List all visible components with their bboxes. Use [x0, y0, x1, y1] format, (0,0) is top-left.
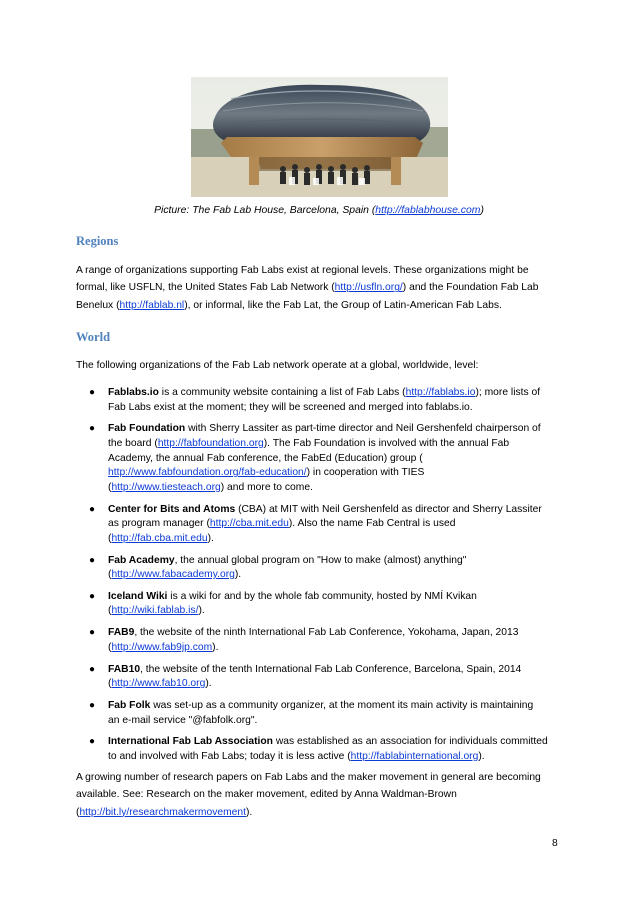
cba-mit-link[interactable]: http://cba.mit.edu: [209, 518, 289, 530]
caption-prefix: Picture: The Fab Lab House, Barcelona, Spain (: [154, 205, 376, 216]
item-text: ).: [207, 532, 214, 544]
item-text: to and involved with Fab Labs; today it is less active (: [108, 750, 351, 762]
research-maker-link[interactable]: http://bit.ly/researchmakermovement: [79, 806, 246, 818]
closing-line-3: [76, 804, 566, 821]
bullet-icon: ●: [89, 423, 96, 435]
item-title: Fab Foundation: [108, 423, 186, 435]
list-item: [76, 735, 570, 764]
bullet-icon: ●: [89, 627, 96, 639]
list-item: [76, 386, 570, 415]
regions-line-3: [76, 297, 566, 314]
item-text: Academy, the annual Fab conference, the FabEd (Education) group (: [108, 452, 423, 464]
list-item: [76, 626, 570, 655]
item-text: (: [108, 569, 112, 581]
wiki-fablab-link[interactable]: http://wiki.fablab.is/: [111, 605, 199, 617]
item-text: , the annual global program on "How to make (almost) anything": [174, 554, 467, 566]
item-text: , the website of the tenth International Fab Lab Conference, Barcelona, Spain, 2014: [140, 663, 522, 675]
regions-line-3-tail: ), or informal, like the Fab Lat, the Group of Latin-American Fab Labs.: [184, 299, 502, 311]
item-text: with Sherry Lassiter as part-time director and Neil Gershenfeld chairperson of: [185, 423, 541, 435]
item-text: ). Also the name Fab Central is used: [288, 518, 456, 530]
bullet-icon: ●: [89, 503, 96, 515]
item-title: Center for Bits and Atoms: [108, 503, 236, 515]
photo-caption: [0, 205, 638, 216]
caption-suffix: ): [480, 205, 484, 216]
item-text: (: [108, 481, 112, 493]
list-item: [76, 503, 570, 547]
closing-line-2: available. See: Research on the maker movement, edited by Anna Waldman-Brown: [76, 789, 457, 801]
closing-text: ).: [245, 806, 253, 818]
world-intro: The following organizations of the Fab Lab network operate at a global, worldwide, level:: [76, 360, 479, 371]
item-text: an e-mail service "@fabfolk.org".: [108, 714, 258, 726]
item-text: was set-up as a community organizer, at the moment its main activity is maintaining: [150, 700, 534, 711]
regions-paragraph: [76, 262, 566, 314]
fablab-nl-link[interactable]: http://fablab.nl: [119, 299, 185, 311]
closing-text: (: [76, 806, 80, 818]
item-title: Fablabs.io: [108, 387, 159, 398]
tiesteach-link[interactable]: http://www.tiesteach.org: [111, 481, 221, 493]
fab-lab-house-image: [191, 77, 448, 197]
item-text: is a wiki for and by the whole fab community, hosted by NMÍ Kvikan: [167, 590, 477, 602]
fab-cba-link[interactable]: http://fab.cba.mit.edu: [111, 532, 208, 544]
item-text: was established as an association for individuals committed: [272, 736, 548, 748]
regions-line-2-tail: ) and the Foundation Fab Lab: [402, 282, 539, 294]
item-title: FAB9: [108, 627, 135, 639]
regions-line-1: A range of organizations supporting Fab Labs exist at regional levels. These organizations might be: [76, 265, 529, 276]
bullet-icon: ●: [89, 590, 96, 602]
page-number: 8: [552, 838, 558, 849]
closing-line-1: A growing number of research papers on Fab Labs and the maker movement in general are becoming: [76, 772, 541, 783]
regions-line-2-text: formal, like USFLN, the United States Fab Lab Network (: [76, 282, 335, 294]
item-text: ). The Fab Foundation is involved with the annual Fab: [263, 437, 510, 449]
item-text: ).: [478, 750, 485, 762]
list-item: [76, 663, 570, 692]
fab9jp-link[interactable]: http://www.fab9jp.com: [111, 641, 213, 653]
item-text: , the website of the ninth International Fab Lab Conference, Yokohama, Japan, 2013: [134, 627, 519, 639]
fablabinternational-link[interactable]: http://fablabinternational.org: [350, 750, 479, 762]
item-title: FAB10: [108, 663, 141, 675]
item-text: (: [108, 678, 112, 690]
usfln-link[interactable]: http://usfln.org/: [334, 282, 403, 294]
fab-lab-house-photo: [191, 77, 448, 197]
item-title: International Fab Lab Association: [108, 736, 273, 748]
item-title: Fab Folk: [108, 700, 151, 711]
item-text: (: [108, 605, 112, 617]
fablabs-io-link[interactable]: http://fablabs.io: [405, 387, 476, 398]
bullet-icon: ●: [89, 736, 96, 748]
item-text: ); more lists of: [475, 387, 541, 398]
item-text: ).: [198, 605, 205, 617]
fabacademy-link[interactable]: http://www.fabacademy.org: [111, 569, 235, 581]
item-text: ).: [234, 569, 242, 581]
bullet-icon: ●: [89, 554, 96, 566]
item-text: as program manager (: [108, 518, 210, 530]
closing-paragraph: [76, 769, 566, 821]
fab10-link[interactable]: http://www.fab10.org: [111, 678, 206, 690]
fabfoundation-link[interactable]: http://fabfoundation.org: [157, 437, 264, 449]
bullet-icon: ●: [89, 387, 96, 398]
fab-education-link[interactable]: http://www.fabfoundation.org/fab-education/: [108, 467, 307, 479]
list-item: [76, 590, 570, 619]
regions-heading: Regions: [76, 234, 119, 248]
item-text: ).: [212, 641, 219, 653]
regions-line-2: [76, 279, 566, 296]
item-text: (CBA) at MIT with Neil Gershenfeld as director and Sherry Lassiter: [235, 503, 542, 515]
bullet-icon: ●: [89, 700, 96, 711]
item-text: is a community website containing a list of Fab Labs (: [158, 387, 406, 398]
list-item: [76, 422, 570, 495]
caption-link[interactable]: http://fablabhouse.com: [375, 205, 481, 216]
item-text: ) in cooperation with TIES: [306, 467, 425, 479]
bullet-icon: ●: [89, 663, 96, 675]
organizations-list: [76, 386, 570, 772]
list-item: [76, 554, 570, 583]
item-text: ).: [205, 678, 212, 690]
world-heading: World: [76, 330, 111, 344]
item-text: Fab Labs exist at the moment; they will be screened and merged into fablabs.io.: [108, 401, 473, 413]
item-title: Iceland Wiki: [108, 590, 168, 602]
item-text: ) and more to come.: [220, 481, 313, 493]
item-title: Fab Academy: [108, 554, 175, 566]
list-item: [76, 699, 570, 728]
item-text: (: [108, 532, 112, 544]
item-text: the board (: [108, 437, 158, 449]
item-text: (: [108, 641, 112, 653]
regions-line-3-text: Benelux (: [76, 299, 120, 311]
